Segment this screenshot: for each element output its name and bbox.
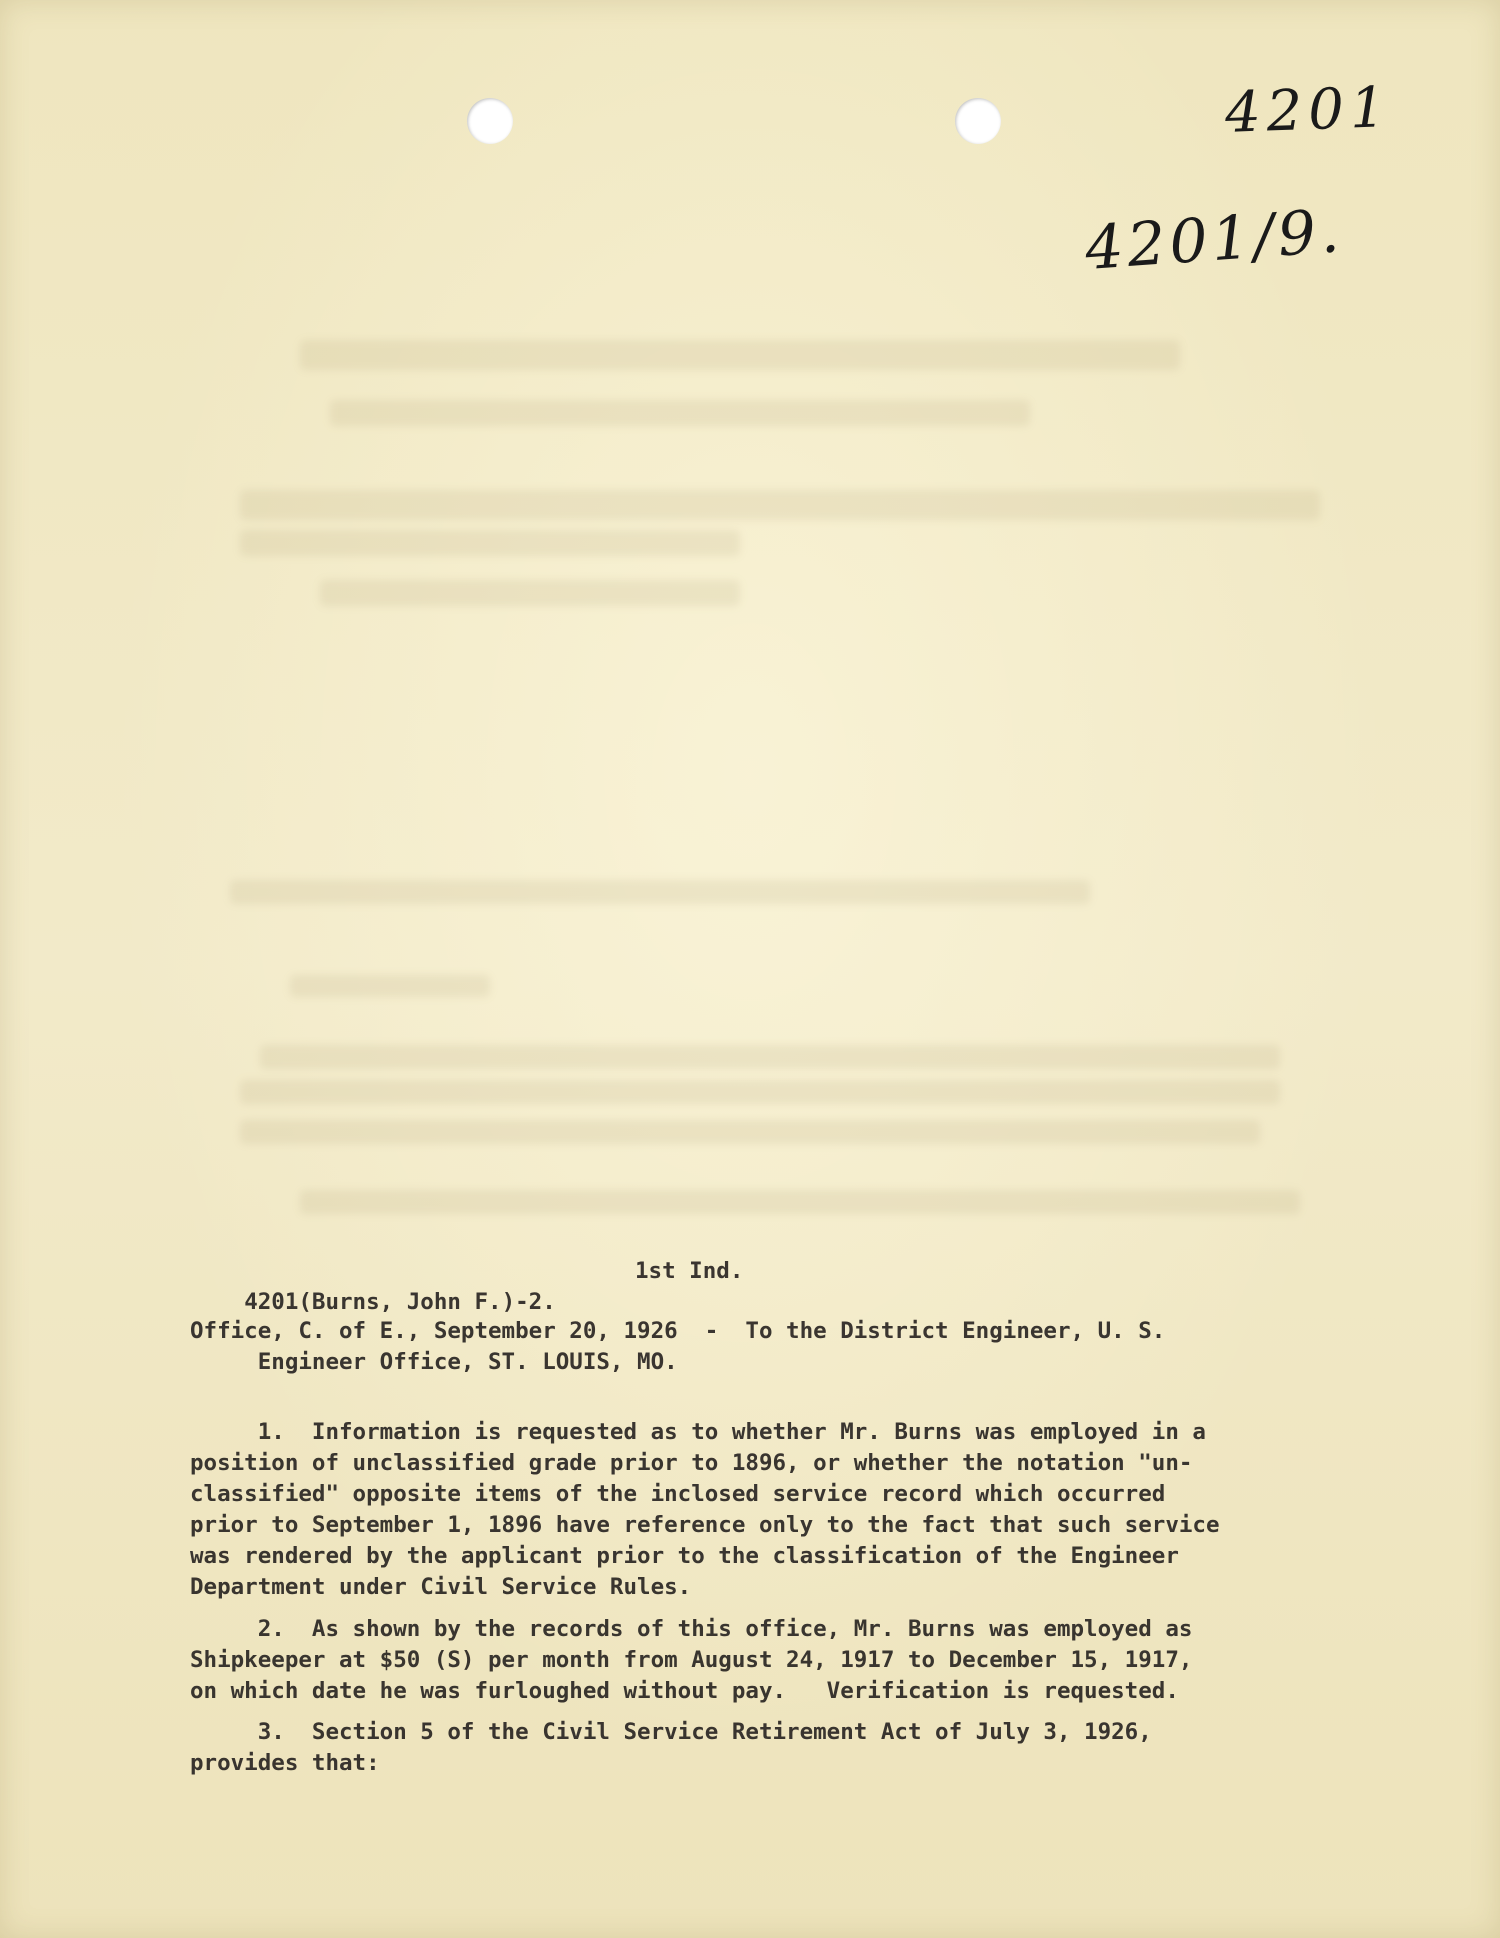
handwritten-file-number: 4201	[1223, 75, 1393, 146]
paragraph-line: on which date he was furloughed without pay. Verification is requested.	[190, 1678, 1179, 1704]
paragraph-line: classified" opposite items of the inclosed service record which occurred	[190, 1481, 1166, 1507]
office-address-block	[190, 1316, 1165, 1378]
bleed-through-shadow	[240, 490, 1320, 520]
office-line-1: Office, C. of E., September 20, 1926 - To the District Engineer, U. S.	[190, 1318, 1166, 1344]
paragraph-line: 1. Information is requested as to whether Mr. Burns was employed in a	[190, 1419, 1206, 1445]
file-reference: 4201(Burns, John F.)-2.	[244, 1289, 556, 1315]
paragraph-line: position of unclassified grade prior to 1896, or whether the notation "un-	[190, 1450, 1193, 1476]
office-line-2: Engineer Office, ST. LOUIS, MO.	[190, 1349, 678, 1375]
paragraph-line: prior to September 1, 1896 have reference only to the fact that such service	[190, 1512, 1220, 1538]
bleed-through-shadow	[230, 880, 1090, 904]
paragraph-line: 2. As shown by the records of this office, Mr. Burns was employed as	[190, 1616, 1193, 1642]
bleed-through-shadow	[320, 580, 740, 606]
paragraph-line: Shipkeeper at $50 (S) per month from August 24, 1917 to December 15, 1917,	[190, 1647, 1193, 1673]
paragraph-line: Department under Civil Service Rules.	[190, 1574, 692, 1600]
paragraph-line: provides that:	[190, 1750, 380, 1776]
indorsement-label: 1st Ind.	[635, 1258, 744, 1284]
bleed-through-shadow	[290, 975, 490, 997]
punch-hole-left	[467, 98, 513, 144]
paragraph-3	[190, 1717, 1152, 1779]
bleed-through-shadow	[240, 530, 740, 556]
paragraph-1	[190, 1417, 1220, 1603]
bleed-through-shadow	[300, 1190, 1300, 1214]
handwritten-sub-file-number: 4201/9.	[1082, 196, 1346, 284]
bleed-through-shadow	[240, 1120, 1260, 1144]
bleed-through-shadow	[330, 400, 1030, 426]
punch-hole-right	[955, 98, 1001, 144]
bleed-through-shadow	[300, 340, 1180, 370]
paragraph-2	[190, 1614, 1192, 1707]
paragraph-line: 3. Section 5 of the Civil Service Retirement Act of July 3, 1926,	[190, 1719, 1152, 1745]
bleed-through-shadow	[240, 1080, 1280, 1104]
paragraph-line: was rendered by the applicant prior to the classification of the Engineer	[190, 1543, 1179, 1569]
bleed-through-shadow	[260, 1045, 1280, 1069]
